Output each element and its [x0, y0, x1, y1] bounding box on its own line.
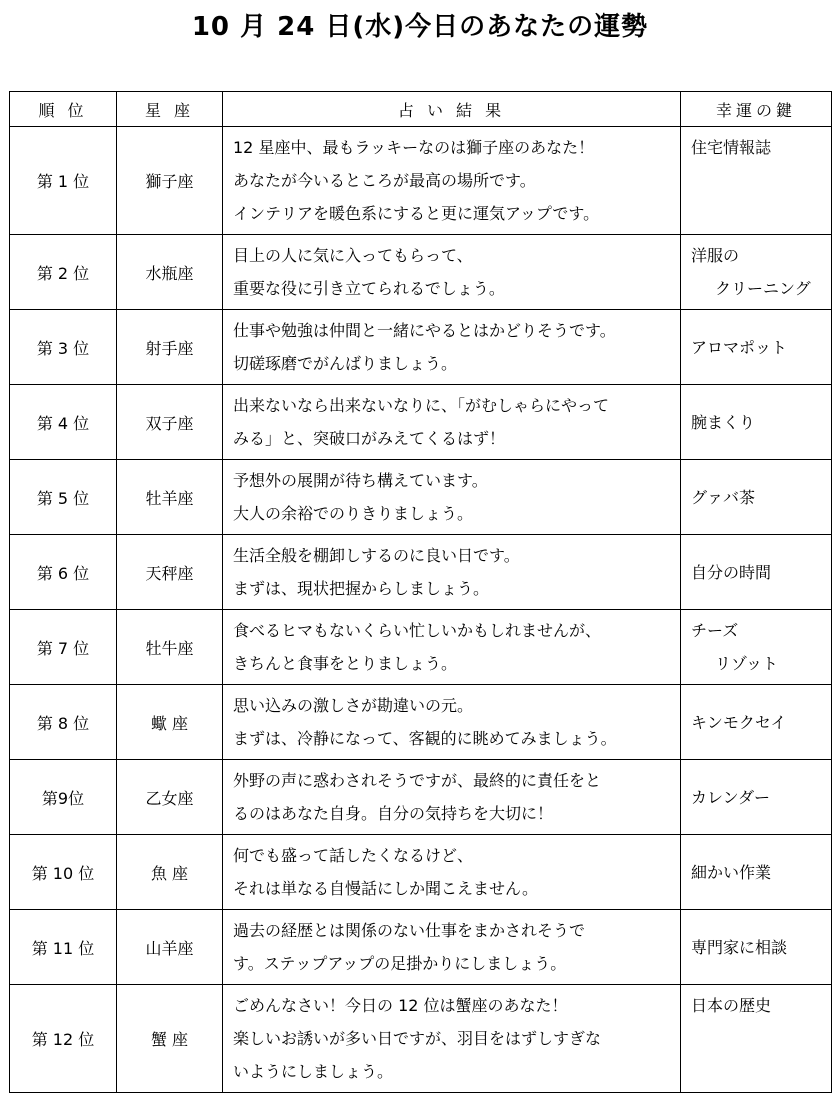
- fortune-line: きちんと食事をとりましょう。: [233, 654, 458, 673]
- fortune-line: 何でも盛って話したくなるけど、: [233, 846, 474, 865]
- lucky-key-line: 細かい作業: [691, 862, 772, 882]
- fortune-result-cell: [223, 310, 681, 385]
- fortune-line: 12 星座中、最もラッキーなのは獅子座のあなた！: [233, 138, 595, 157]
- fortune-line: 食べるヒマもないくらい忙しいかもしれませんが、: [233, 621, 602, 640]
- lucky-key-cell: [681, 127, 832, 235]
- zodiac-sign-cell: 乙女座: [117, 760, 223, 835]
- rank-cell: 第 12 位: [10, 985, 117, 1093]
- zodiac-sign-cell: 山羊座: [117, 910, 223, 985]
- lucky-key-cell: [681, 760, 832, 835]
- lucky-key-line: 専門家に相談: [691, 937, 788, 957]
- fortune-line: 思い込みの激しさが勘違いの元。: [233, 696, 474, 715]
- rank-cell: 第 10 位: [10, 835, 117, 910]
- lucky-key-line: キンモクセイ: [691, 712, 787, 732]
- rank-cell: 第 6 位: [10, 535, 117, 610]
- lucky-key-cell: [681, 835, 832, 910]
- zodiac-sign-cell: 魚 座: [117, 835, 223, 910]
- lucky-key-cell: [681, 385, 832, 460]
- fortune-line: インテリアを暖色系にすると更に運気アップです。: [233, 204, 600, 223]
- lucky-key-cell: [681, 910, 832, 985]
- table-row: [10, 985, 832, 1093]
- rank-cell: 第 8 位: [10, 685, 117, 760]
- zodiac-sign-cell: 双子座: [117, 385, 223, 460]
- zodiac-sign-cell: 蠍 座: [117, 685, 223, 760]
- lucky-key-cell: [681, 535, 832, 610]
- lucky-key-line: グァバ茶: [691, 487, 756, 507]
- header-result: 占 い 結 果: [223, 92, 681, 127]
- fortune-result-cell: [223, 535, 681, 610]
- fortune-result-cell: [223, 685, 681, 760]
- rank-cell: 第 4 位: [10, 385, 117, 460]
- zodiac-sign-cell: 牡牛座: [117, 610, 223, 685]
- header-rank: 順 位: [10, 92, 117, 127]
- lucky-key-line: 住宅情報誌: [691, 138, 772, 157]
- fortune-line: 予想外の展開が待ち構えています。: [233, 471, 488, 490]
- table-row: [10, 535, 832, 610]
- table-row: [10, 235, 832, 310]
- fortune-line: みる」と、突破口がみえてくるはず！: [233, 429, 506, 448]
- header-sign: 星 座: [117, 92, 223, 127]
- zodiac-sign-cell: 蟹 座: [117, 985, 223, 1093]
- header-key: 幸運の鍵: [681, 92, 832, 127]
- zodiac-sign-cell: 水瓶座: [117, 235, 223, 310]
- lucky-key-line: クリーニング: [715, 279, 811, 298]
- fortune-line: いようにしましょう。: [233, 1062, 394, 1081]
- fortune-line: 重要な役に引き立てられるでしょう。: [233, 279, 505, 298]
- rank-cell: 第 11 位: [10, 910, 117, 985]
- lucky-key-cell: [681, 460, 832, 535]
- fortune-line: それは単なる自慢話にしか聞こえません。: [233, 879, 538, 898]
- fortune-result-cell: [223, 460, 681, 535]
- zodiac-sign-cell: 射手座: [117, 310, 223, 385]
- fortune-line: 外野の声に惑わされそうですが、最終的に責任をと: [233, 771, 602, 790]
- zodiac-sign-cell: 牡羊座: [117, 460, 223, 535]
- table-row: [10, 310, 832, 385]
- fortune-line: 仕事や勉強は仲間と一緒にやるとはかどりそうです。: [233, 321, 616, 340]
- lucky-key-line: 自分の時間: [691, 562, 772, 582]
- fortune-result-cell: [223, 385, 681, 460]
- fortune-line: 目上の人に気に入ってもらって、: [233, 246, 473, 265]
- lucky-key-line: カレンダー: [691, 787, 770, 807]
- rank-cell: 第 5 位: [10, 460, 117, 535]
- fortune-result-cell: [223, 835, 681, 910]
- table-row: [10, 127, 832, 235]
- table-row: [10, 460, 832, 535]
- fortune-result-cell: [223, 985, 681, 1093]
- fortune-line: まずは、冷静になって、客観的に眺めてみましょう。: [233, 729, 617, 748]
- lucky-key-cell: [681, 985, 832, 1093]
- fortune-line: す。ステップアップの足掛かりにしましょう。: [233, 954, 567, 973]
- fortune-result-cell: [223, 610, 681, 685]
- header-row: [10, 92, 832, 127]
- fortune-line: 過去の経歴とは関係のない仕事をまかされそうで: [233, 921, 586, 940]
- fortune-line: 切磋琢磨でがんばりましょう。: [233, 354, 458, 373]
- table-row: [10, 685, 832, 760]
- rank-cell: 第 3 位: [10, 310, 117, 385]
- fortune-result-cell: [223, 760, 681, 835]
- lucky-key-line: 日本の歴史: [691, 996, 772, 1015]
- rank-cell: 第 7 位: [10, 610, 117, 685]
- fortune-line: 大人の余裕でのりきりましょう。: [233, 504, 474, 523]
- table-row: [10, 910, 832, 985]
- lucky-key-cell: [681, 685, 832, 760]
- lucky-key-cell: [681, 610, 832, 685]
- fortune-result-cell: [223, 910, 681, 985]
- zodiac-sign-cell: 獅子座: [117, 127, 223, 235]
- rank-cell: 第9位: [10, 760, 117, 835]
- fortune-table: [9, 91, 832, 1093]
- fortune-line: 生活全般を棚卸しするのに良い日です。: [233, 546, 520, 565]
- fortune-line: 出来ないなら出来ないなりに、「がむしゃらにやって: [233, 396, 610, 415]
- zodiac-sign-cell: 天秤座: [117, 535, 223, 610]
- lucky-key-line: リゾット: [715, 654, 779, 673]
- lucky-key-line: チーズ: [691, 621, 739, 640]
- lucky-key-line: 洋服の: [691, 246, 740, 265]
- table-row: [10, 760, 832, 835]
- fortune-result-cell: [223, 235, 681, 310]
- fortune-result-cell: [223, 127, 681, 235]
- table-row: [10, 385, 832, 460]
- rank-cell: 第 1 位: [10, 127, 117, 235]
- rank-cell: 第 2 位: [10, 235, 117, 310]
- fortune-line: るのはあなた自身。自分の気持ちを大切に！: [233, 804, 554, 823]
- lucky-key-cell: [681, 235, 832, 310]
- fortune-line: ごめんなさい！今日の 12 位は蟹座のあなた！: [233, 996, 568, 1015]
- fortune-line: あなたが今いるところが最高の場所です。: [233, 171, 536, 190]
- lucky-key-line: アロマポット: [691, 337, 788, 357]
- page-title: 10 月 24 日(水)今日のあなたの運勢: [191, 12, 649, 42]
- fortune-line: 楽しいお誘いが多い日ですが、羽目をはずしすぎな: [233, 1029, 602, 1048]
- table-row: [10, 610, 832, 685]
- lucky-key-line: 腕まくり: [691, 412, 756, 432]
- table-row: [10, 835, 832, 910]
- lucky-key-cell: [681, 310, 832, 385]
- fortune-line: まずは、現状把握からしましょう。: [233, 579, 490, 598]
